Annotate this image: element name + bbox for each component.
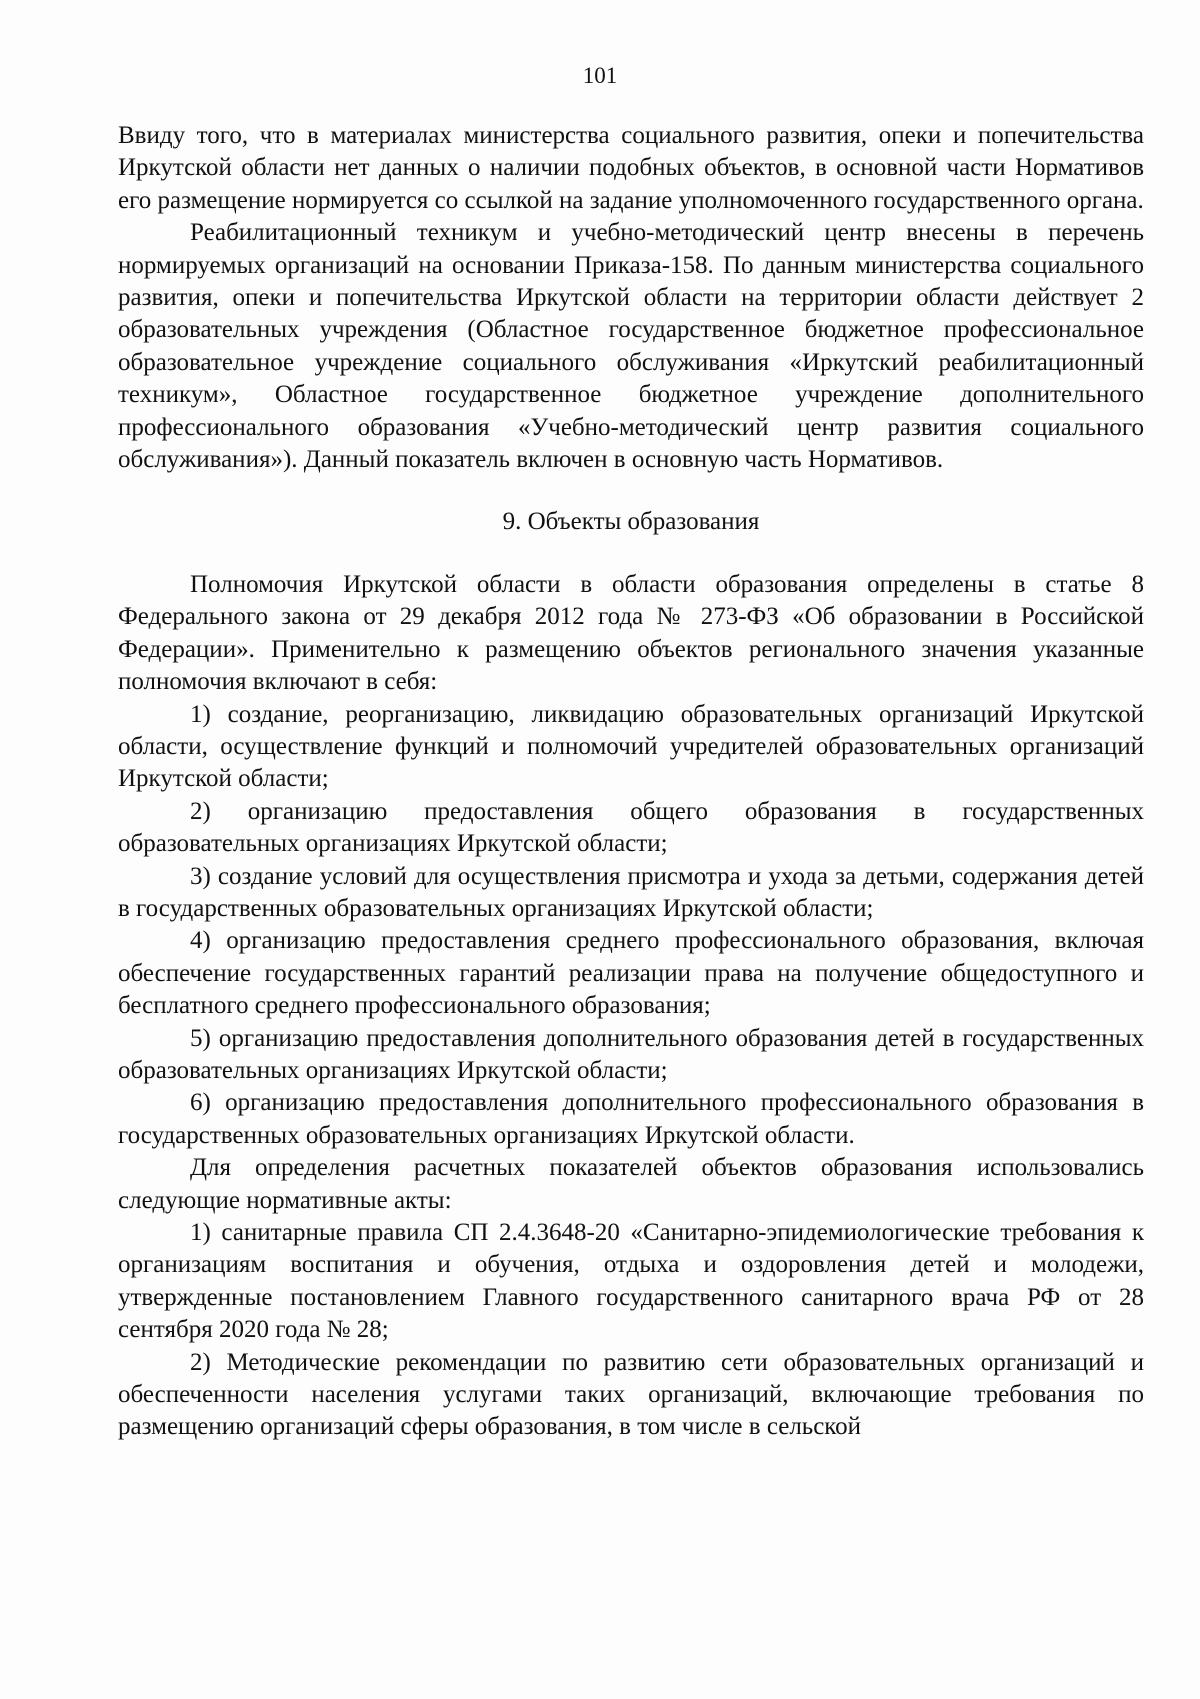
paragraph-social-objects: Ввиду того, что в материалах министерства социального развития, опеки и попечительства Иркутской области нет данных о наличии подобных объектов, в основной части Нормативов его размещение нормируется со ссылкой на задание уполномоченного государственного органа. bbox=[118, 122, 1144, 214]
list-item-power-4: 4) организацию предоставления среднего профессионального образования, включая обеспечение государственных гарантий реализации права на получение общедоступного и бесплатного среднего профессионального образования; bbox=[118, 927, 1144, 1020]
page-number: 101 bbox=[582, 63, 618, 88]
section-heading: 9. Объекты образования bbox=[502, 508, 760, 536]
list-item-power-3: 3) создание условий для осуществления присмотра и ухода за детьми, содержания детей в государственных образовательных организациях Иркутской области; bbox=[118, 862, 1144, 922]
list-item-power-1: 1) создание, реорганизацию, ликвидацию образовательных организаций Иркутской области, осуществление функций и полномочий учредителей образовательных организаций Иркутской области; bbox=[118, 700, 1144, 793]
list-item-act-1: 1) санитарные правила СП 2.4.3648-20 «Санитарно-эпидемиологические требования к организациям воспитания и обучения, отдыха и оздоровления детей и молодежи, утвержденные постановлением Главного государственного санитарного врача РФ от 28 сентября 2020 года № 28; bbox=[118, 1219, 1144, 1344]
list-item-power-6: 6) организацию предоставления дополнительного профессионального образования в государственных образовательных организациях Иркутской области. bbox=[118, 1089, 1144, 1149]
list-item-power-5: 5) организацию предоставления дополнительного образования детей в государственных образовательных организациях Иркутской области; bbox=[118, 1024, 1144, 1084]
paragraph-normative-acts: Для определения расчетных показателей объектов образования использовались следующие нормативные акты: bbox=[118, 1154, 1144, 1214]
document-body bbox=[118, 120, 1144, 1444]
paragraph-rehabilitation-college: Реабилитационный техникум и учебно-методический центр внесены в перечень нормируемых организаций на основании Приказа-158. По данным министерства социального развития, опеки и попечительства Иркутской области на территории области действует 2 образовательных учреждения (Областное государственное бюджетное профессиональное образовательное учреждение социального обслуживания «Иркутский реабилитационный техникум», Областное государственное бюджетное учреждение дополнительного профессионального образования «Учебно-методический центр развития социального обслуживания»). Данный показатель включен в основную часть Нормативов. bbox=[118, 219, 1144, 474]
list-item-act-2: 2) Методические рекомендации по развитию сети образовательных организаций и обеспеченности населения услугами таких организаций, включающие требования по размещению организаций сферы образования, в том числе в сельской bbox=[118, 1348, 1144, 1441]
paragraph-education-powers: Полномочия Иркутской области в области образования определены в статье 8 Федерального закона от 29 декабря 2012 года № 273-ФЗ «Об образовании в Российской Федерации». Применительно к размещению объектов регионального значения указанные полномочия включают в себя: bbox=[118, 570, 1144, 696]
list-item-power-2: 2) организацию предоставления общего образования в государственных образовательных организациях Иркутской области; bbox=[118, 797, 1144, 858]
